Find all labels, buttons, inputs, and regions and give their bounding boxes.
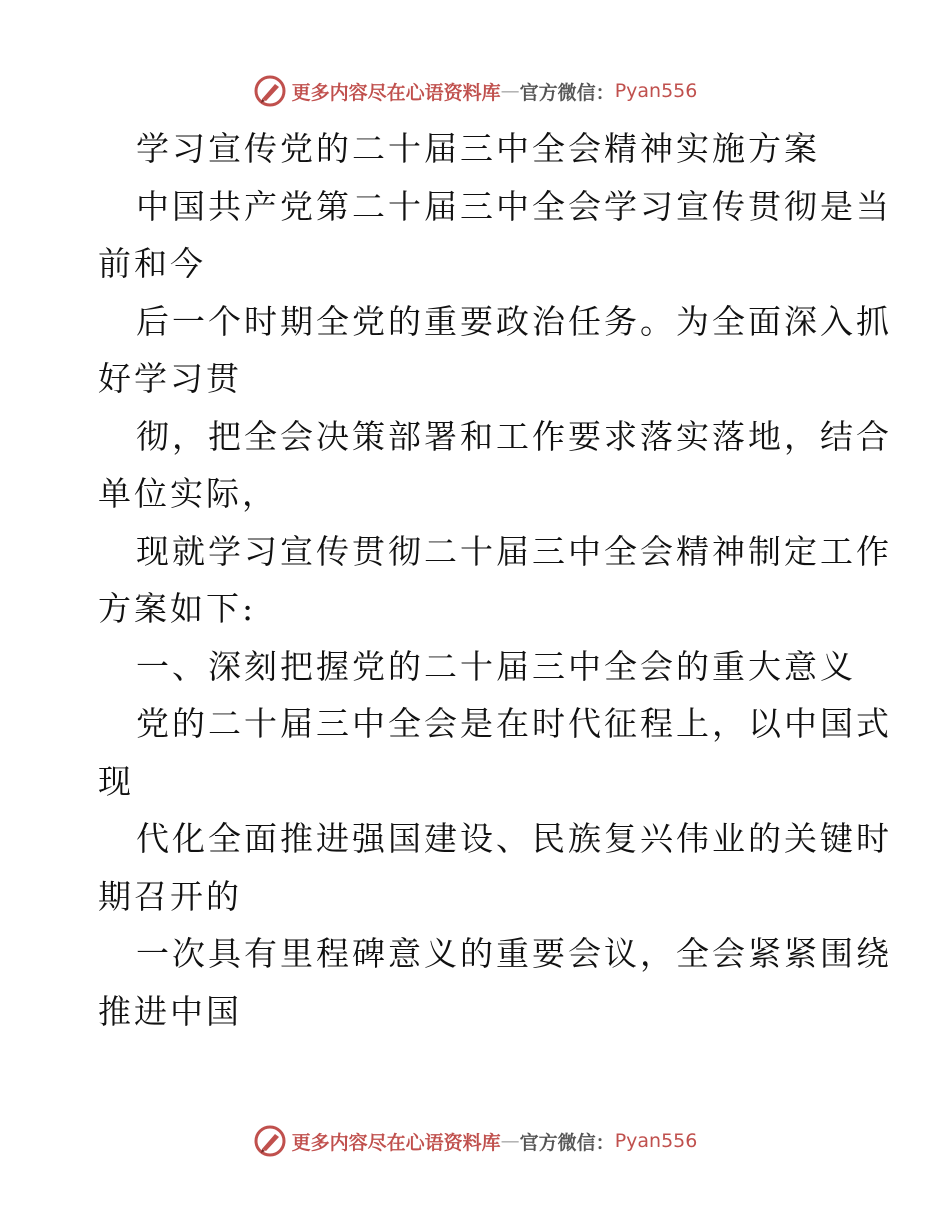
text-line: 学习宣传党的二十届三中全会精神实施方案 — [136, 129, 820, 168]
banner-source-text: 更多内容尽在心语资料库 — [291, 1131, 501, 1154]
text-line: 期召开的 — [98, 876, 242, 916]
banner-wechat-label: 官方微信： — [519, 1131, 615, 1154]
text-line: 一、深刻把握党的二十届三中全会的重大意义 — [136, 646, 856, 686]
footer-banner — [0, 1121, 950, 1161]
document-body — [98, 120, 892, 1040]
text-line: 现就学习宣传贯彻二十届三中全会精神制定工作 — [136, 531, 892, 571]
pen-logo-icon — [253, 74, 287, 108]
text-line: 后一个时期全党的重要政治任务。为全面深入抓 — [136, 301, 892, 341]
text-line: 中国共产党第二十届三中全会学习宣传贯彻是当 — [136, 186, 892, 226]
text-line: 单位实际， — [98, 474, 278, 513]
text-line: 现 — [98, 761, 134, 801]
text-line: 党的二十届三中全会是在时代征程上，以中国式 — [136, 704, 892, 743]
text-line: 代化全面推进强国建设、民族复兴伟业的关键时 — [136, 819, 892, 858]
text-line: 一次具有里程碑意义的重要会议，全会紧紧围绕 — [136, 934, 892, 973]
text-line: 彻，把全会决策部署和工作要求落实落地，结合 — [136, 416, 892, 456]
banner-separator: — — [500, 80, 520, 102]
banner-wechat-id: Pyan556 — [614, 1130, 698, 1152]
header-banner — [0, 71, 950, 111]
text-line: 好学习贯 — [98, 359, 242, 398]
text-line: 方案如下: — [98, 589, 257, 628]
banner-wechat-label: 官方微信： — [519, 81, 615, 104]
banner-separator: — — [500, 1130, 520, 1152]
banner-source-text: 更多内容尽在心语资料库 — [291, 81, 501, 104]
banner-wechat-id: Pyan556 — [614, 80, 698, 102]
pen-logo-icon — [253, 1124, 287, 1158]
text-line: 前和今 — [98, 244, 206, 283]
text-line: 推进中国 — [98, 991, 242, 1031]
